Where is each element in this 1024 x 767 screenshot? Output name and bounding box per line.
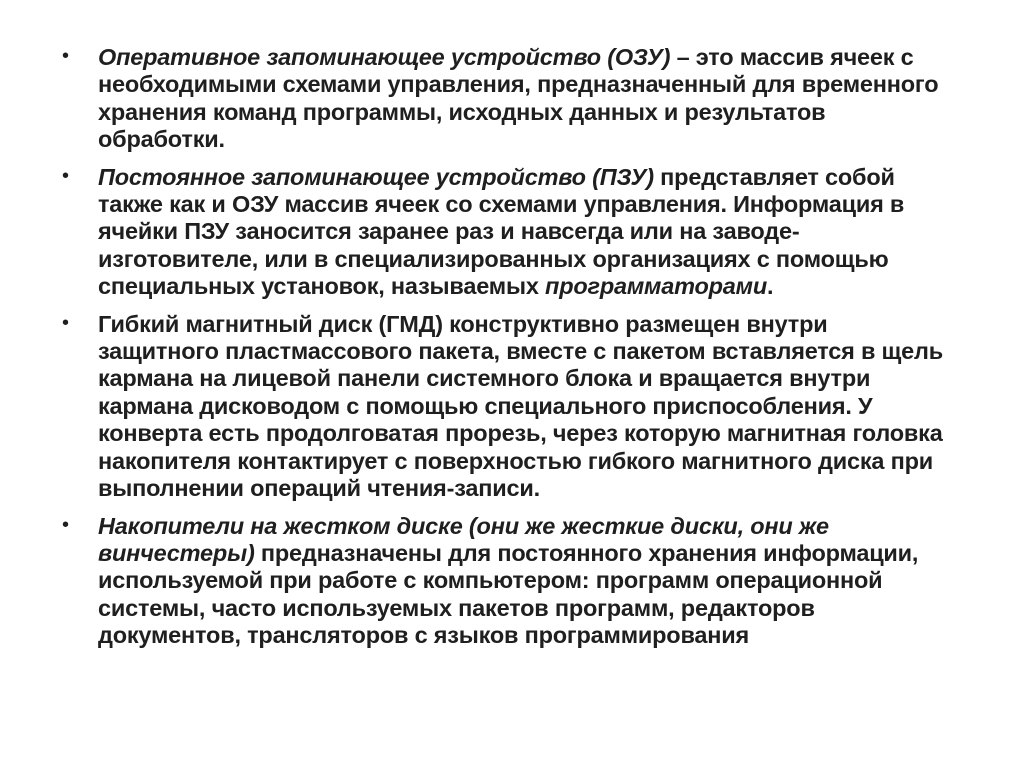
bullet-emphasis-text: программаторами	[545, 273, 768, 300]
bullet-list	[62, 44, 954, 660]
bullet-body-text: Гибкий магнитный диск (ГМД) конструктивно размещен внутри защитного пластмассового пакета, вместе с пакетом вставляется в щель кармана на лицевой панели системного блока и вращается внутри кармана дисководом с помощью специального приспособления. У конверта есть продолговатая прорезь, через которую магнитная головка накопителя контактирует с поверхностью гибкого магнитного диска при выполнении операций чтения-записи.	[98, 310, 944, 502]
bullet-lead-text: Постоянное запоминающее устройство (ПЗУ)	[98, 163, 661, 190]
bullet-tail-text: .	[767, 273, 774, 300]
bullet-lead-text: Оперативное запоминающее устройство (ОЗУ)	[98, 44, 677, 70]
list-item	[62, 310, 954, 503]
bullet-icon: •	[62, 45, 69, 67]
bullet-body-text: – это массив ячеек с необходимыми схемами управления, предназначенный для временного хранения команд программы, исходных данных и результатов обработки.	[98, 44, 939, 153]
list-item	[62, 512, 954, 650]
bullet-body-text: представляет собой также как и ОЗУ массив ячеек со схемами управления. Информация в ячейки ПЗУ заносится заранее раз и навсегда или на заводе-изготовителе, или в специализированных организациях с помощью специальных установок, называемых	[98, 163, 905, 300]
list-item	[62, 44, 954, 154]
bullet-icon: •	[62, 164, 69, 187]
bullet-body-text: предназначены для постоянного хранения информации, используемой при работе с компьютером: программ операционной системы, часто используемых пакетов программ, редакторов документов, трансляторов с языков программирования	[98, 539, 919, 649]
bullet-icon: •	[62, 513, 69, 536]
bullet-icon: •	[62, 311, 69, 334]
bullet-lead-text: Накопители на жестком диске (они же жесткие диски, они же винчестеры)	[98, 512, 829, 566]
list-item	[62, 163, 954, 301]
